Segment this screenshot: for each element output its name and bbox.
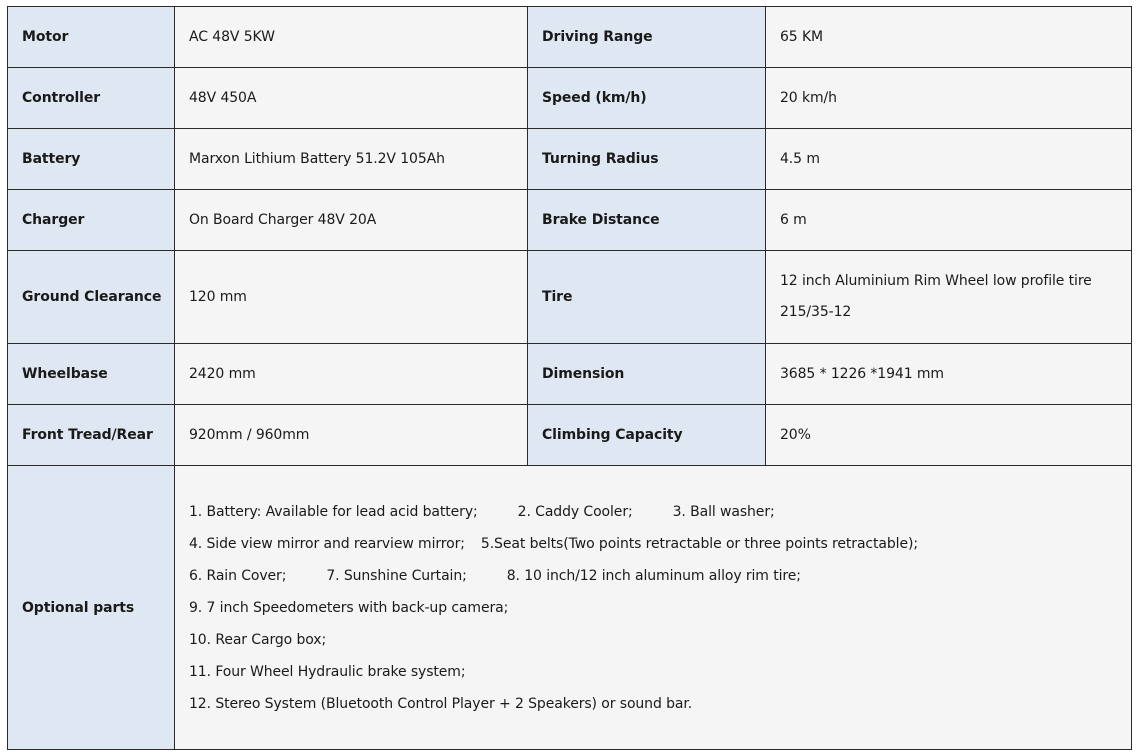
spec-value-speed: 20 km/h	[766, 68, 1132, 129]
list-item	[189, 624, 1131, 656]
optional-item-9: 9. 7 inch Speedometers with back-up camera;	[189, 599, 509, 616]
spec-label-front-tread-rear: Front Tread/Rear	[8, 405, 175, 466]
spec-label-ground-clearance: Ground Clearance	[8, 251, 175, 344]
optional-item-3: 3. Ball washer;	[672, 503, 775, 520]
spec-value-battery: Marxon Lithium Battery 51.2V 105Ah	[175, 129, 528, 190]
spec-value-front-tread-rear: 920mm / 960mm	[175, 405, 528, 466]
spec-label-motor: Motor	[8, 7, 175, 68]
table-row	[8, 190, 1132, 251]
spec-label-controller: Controller	[8, 68, 175, 129]
spec-value-dimension: 3685 * 1226 *1941 mm	[766, 344, 1132, 405]
table-row	[8, 405, 1132, 466]
list-item	[189, 496, 1131, 528]
optional-item-4: 4. Side view mirror and rearview mirror;	[189, 535, 465, 552]
optional-parts-value	[175, 466, 1132, 750]
table-row	[8, 7, 1132, 68]
table-row	[8, 466, 1132, 750]
spec-value-wheelbase: 2420 mm	[175, 344, 528, 405]
spec-label-wheelbase: Wheelbase	[8, 344, 175, 405]
optional-item-7: 7. Sunshine Curtain;	[326, 567, 467, 584]
spec-value-climbing-capacity: 20%	[766, 405, 1132, 466]
list-item	[189, 592, 1131, 624]
optional-parts-list	[189, 496, 1131, 720]
table-row	[8, 251, 1132, 344]
optional-parts-label: Optional parts	[8, 466, 175, 750]
list-item	[189, 528, 1131, 560]
optional-item-8: 8. 10 inch/12 inch aluminum alloy rim tire;	[506, 567, 801, 584]
optional-item-10: 10. Rear Cargo box;	[189, 631, 327, 648]
spec-value-driving-range: 65 KM	[766, 7, 1132, 68]
spec-value-ground-clearance: 120 mm	[175, 251, 528, 344]
spec-value-controller: 48V 450A	[175, 68, 528, 129]
list-item	[189, 560, 1131, 592]
spec-value-brake-distance: 6 m	[766, 190, 1132, 251]
table-row	[8, 129, 1132, 190]
spec-value-charger: On Board Charger 48V 20A	[175, 190, 528, 251]
optional-item-2: 2. Caddy Cooler;	[517, 503, 633, 520]
tire-description: 12 inch Aluminium Rim Wheel low profile tire 215/35-12	[780, 273, 1092, 320]
spec-label-brake-distance: Brake Distance	[528, 190, 766, 251]
spec-label-dimension: Dimension	[528, 344, 766, 405]
optional-item-1: 1. Battery: Available for lead acid battery;	[189, 503, 478, 520]
optional-item-6: 6. Rain Cover;	[189, 567, 287, 584]
optional-item-12: 12. Stereo System (Bluetooth Control Player + 2 Speakers) or sound bar.	[189, 695, 693, 712]
list-item	[189, 688, 1131, 720]
spec-label-climbing-capacity: Climbing Capacity	[528, 405, 766, 466]
spec-label-charger: Charger	[8, 190, 175, 251]
spec-value-turning-radius: 4.5 m	[766, 129, 1132, 190]
optional-item-11: 11. Four Wheel Hydraulic brake system;	[189, 663, 466, 680]
list-item	[189, 656, 1131, 688]
spec-label-battery: Battery	[8, 129, 175, 190]
spec-label-turning-radius: Turning Radius	[528, 129, 766, 190]
spec-label-tire: Tire	[528, 251, 766, 344]
spec-table	[7, 6, 1132, 750]
optional-item-5: 5.Seat belts(Two points retractable or three points retractable);	[480, 535, 918, 552]
spec-label-speed: Speed (km/h)	[528, 68, 766, 129]
spec-label-driving-range: Driving Range	[528, 7, 766, 68]
spec-value-tire	[766, 251, 1132, 344]
table-row	[8, 344, 1132, 405]
spec-value-motor: AC 48V 5KW	[175, 7, 528, 68]
table-row	[8, 68, 1132, 129]
